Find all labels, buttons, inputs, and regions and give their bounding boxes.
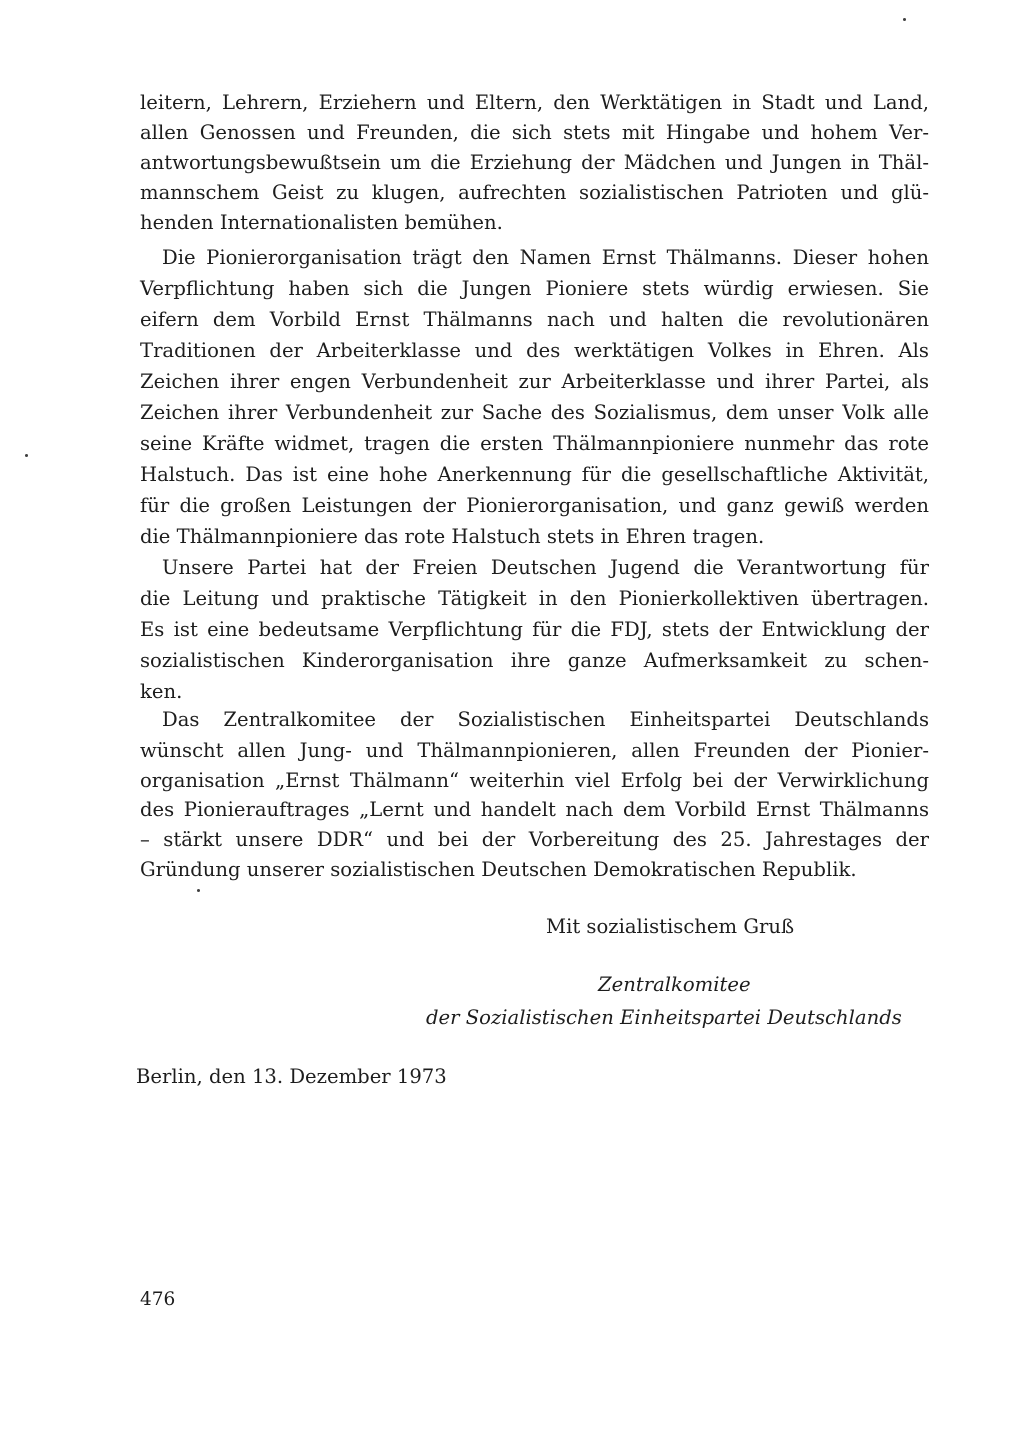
body-line: eifern dem Vorbild Ernst Thälmanns nach und halten die revolutionären (140, 308, 929, 331)
paragraph-start-line: Das Zentralkomitee der Sozialistischen Einheitspartei Deutschlands (162, 708, 929, 731)
scan-speck (197, 889, 200, 892)
signature-line-2: der Sozialistischen Einheitspartei Deutschlands (426, 1006, 902, 1029)
body-line: wünscht allen Jung- und Thälmannpionieren, allen Freunden der Pionier- (140, 739, 929, 762)
closing-greeting: Mit sozialistischem Gruß (546, 915, 795, 938)
scan-speck (25, 454, 28, 457)
body-line: Verpflichtung haben sich die Jungen Pioniere stets würdig erwiesen. Sie (140, 277, 929, 300)
body-line: Zeichen ihrer Verbundenheit zur Sache des Sozialismus, dem unser Volk alle (140, 401, 929, 424)
body-line: ken. (140, 680, 183, 703)
body-line: Halstuch. Das ist eine hohe Anerkennung für die gesellschaftliche Aktivität, (140, 463, 929, 486)
body-line: Zeichen ihrer engen Verbundenheit zur Arbeiterklasse und ihrer Partei, als (140, 370, 929, 393)
body-line: antwortungsbewußtsein um die Erziehung der Mädchen und Jungen in Thäl- (140, 151, 929, 174)
body-line: Traditionen der Arbeiterklasse und des werktätigen Volkes in Ehren. Als (140, 339, 929, 362)
paragraph-start-line: Unsere Partei hat der Freien Deutschen Jugend die Verantwortung für (162, 556, 929, 579)
body-line: des Pionierauftrages „Lernt und handelt nach dem Vorbild Ernst Thälmanns (140, 798, 929, 821)
page-number: 476 (140, 1289, 176, 1310)
date-line: Berlin, den 13. Dezember 1973 (136, 1065, 447, 1088)
signature-line-1: Zentralkomitee (598, 973, 751, 996)
paragraph-start-line: Die Pionierorganisation trägt den Namen Ernst Thälmanns. Dieser hohen (162, 246, 929, 269)
body-line: leitern, Lehrern, Erziehern und Eltern, den Werktätigen in Stadt und Land, (140, 91, 929, 114)
body-line: für die großen Leistungen der Pionierorganisation, und ganz gewiß werden (140, 494, 929, 517)
body-line: die Thälmannpioniere das rote Halstuch stets in Ehren tragen. (140, 525, 765, 548)
body-line: allen Genossen und Freunden, die sich stets mit Hingabe und hohem Ver- (140, 121, 929, 144)
body-line: Es ist eine bedeutsame Verpflichtung für die FDJ, stets der Entwicklung der (140, 618, 929, 641)
body-line: henden Internationalisten bemühen. (140, 211, 503, 234)
body-line: seine Kräfte widmet, tragen die ersten Thälmannpioniere nunmehr das rote (140, 432, 929, 455)
body-line: sozialistischen Kinderorganisation ihre ganze Aufmerksamkeit zu schen- (140, 649, 929, 672)
body-line: Gründung unserer sozialistischen Deutschen Demokratischen Republik. (140, 858, 857, 881)
body-line: die Leitung und praktische Tätigkeit in den Pionierkollektiven übertragen. (140, 587, 929, 610)
body-line: mannschem Geist zu klugen, aufrechten sozialistischen Patrioten und glü- (140, 181, 929, 204)
body-line: organisation „Ernst Thälmann“ weiterhin viel Erfolg bei der Verwirklichung (140, 769, 929, 792)
body-line: – stärkt unsere DDR“ und bei der Vorbereitung des 25. Jahrestages der (140, 828, 929, 851)
scan-speck (903, 18, 906, 21)
